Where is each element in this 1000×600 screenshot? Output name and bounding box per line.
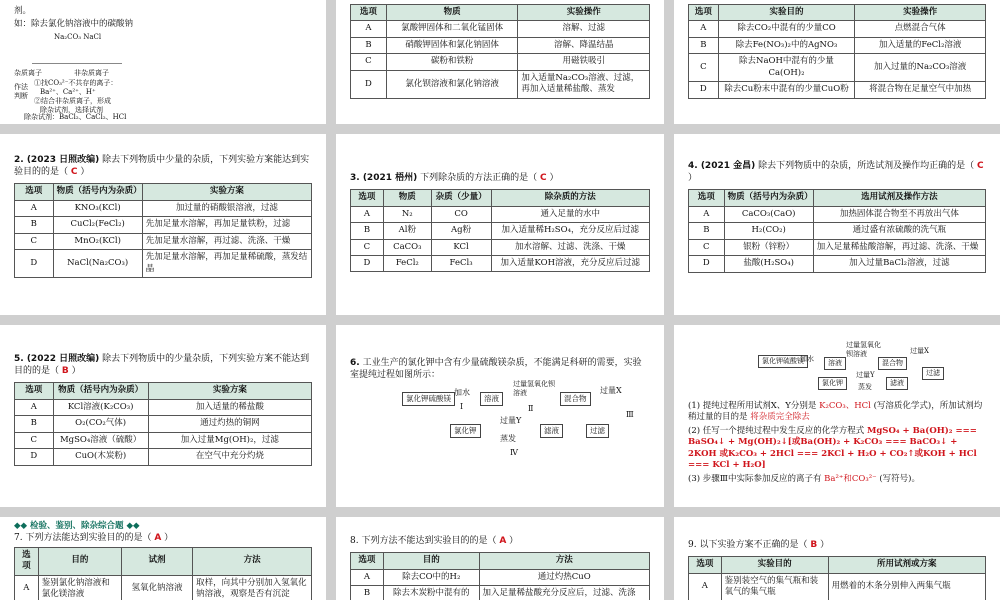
table-row [351,569,650,585]
cell: KNO₃(KCl) [53,200,142,216]
cell: 除去CO₂中混有的少量CO [718,21,855,37]
table-row [351,21,650,37]
col-method: 方法 [479,553,649,569]
slide6-table [688,189,986,272]
question-source: 4. (2021 金昌) [688,161,756,171]
question-text: 除去下列物质中少量的杂质，下列实验方案能达到实验目的的是 [14,155,310,178]
flow-box-product: 氯化钾 [818,377,847,390]
cell: 除去木炭粉中混有的 [383,586,479,600]
question-text: 除去下列物质中的杂质，所选试剂及操作均正确的是 [758,161,966,171]
flow-box-product: 氯化钾 [450,424,481,438]
slide5-table [350,189,650,272]
flow-box-filter: 过滤 [922,367,944,380]
question-2: 2. (2023 日照改编) 除去下列物质中少量的杂质，下列实验方案能达到实验目的的是（ C ） [14,155,310,178]
slide-2[interactable] [336,0,664,124]
table-row [15,432,312,448]
flow-arrow-y: 过量Y [500,416,522,426]
cell: 除去NaOH中混有的少量Ca(OH)₂ [718,54,855,82]
flow-arrow-baoh2: 过量氢氧化钡溶液 [513,380,555,398]
cell: 通过灼热的铜网 [148,416,311,432]
cell: 先加足量水溶解，再加足量稀硫酸，蒸发结晶 [142,250,311,278]
table-row [15,449,312,465]
table-row [15,217,312,233]
cell: 加入足量稀盐酸溶解，再过滤、洗涤、干燥 [813,239,985,255]
table-row [351,256,650,272]
cell: A [15,200,54,216]
sub-question-1-text: (1) 提纯过程所用试剂X、Y分别是 [688,401,817,411]
sub-question-3-answer: Ba²⁺和CO₃²⁻ [824,473,877,484]
cell: A [689,21,719,37]
flow-box-filtrate: 滤液 [886,377,908,390]
slide-12[interactable] [674,517,1000,600]
table-row [689,223,986,239]
cell: 加入适量的稀盐酸 [148,399,311,415]
table-row [689,256,986,272]
col-substance: 物质（括号内为杂质） [724,190,813,206]
sub-question-1 [688,401,986,424]
cell: 除去CO中的H₂ [383,569,479,585]
flow-arrow-water: 加水 [800,355,814,363]
question-9: 9. 以下实验方案不正确的是（ B ） [688,540,830,550]
cell: 盐酸(H₂SO₄) [724,256,813,272]
col-purpose: 目的 [38,547,121,575]
cell: NaCl(Na₂CO₃) [53,250,142,278]
question-8: 8. 下列方法不能达到实验目的的是（ A ） [350,536,519,546]
col-substance: 物质 [386,5,518,21]
cell: CuO(木炭粉) [53,449,148,465]
cell: B [351,223,384,239]
cell: 将混合物在足量空气中加热 [855,82,986,98]
cell: A [689,573,722,600]
question-text: 7. 下列方法能达到实验目的的是 [14,533,143,544]
table-row [689,239,986,255]
flow-arrow-y: 过量Y [856,371,875,379]
flow-arrow-x: 过量X [910,347,929,355]
cell: 加入足量稀盐酸充分反应后，过滤、洗涤 [479,586,649,600]
col-purpose: 目的 [383,553,479,569]
section-tag: ◆◆ 检验、鉴别、除杂综合题 ◆◆ [14,521,140,531]
sub-question-3-tail: (写符号)。 [879,473,920,484]
cell: Al粉 [383,223,431,239]
col-method: 除杂质的方法 [491,190,650,206]
col-option: 选项 [15,547,39,575]
table-row [689,573,986,600]
col-operation: 实验操作 [518,5,650,21]
cell: 通过灼热CuO [479,569,649,585]
ion-split-lines [32,45,122,64]
cell: MnO₂(KCl) [53,233,142,249]
method-side-label: 作法判断 [14,82,28,100]
cell: H₂(CO₂) [724,223,813,239]
table-row [689,37,986,53]
step-2-cont: 除杂试剂，选择试剂 [40,105,103,114]
cell: KCl溶液(K₂CO₃) [53,399,148,415]
slide-4[interactable] [0,134,326,315]
cell: 通入足量的水中 [491,206,650,222]
flow-box-start: 氯化钾硫酸镁 [402,392,455,406]
col-substance: 物质（括号内为杂质） [53,383,148,399]
flow-arrow-water: 加水 [454,388,470,398]
table-row [15,200,312,216]
question-6 [350,357,650,381]
slide1-text-1: 剂。 [14,6,32,16]
cell: MgSO₄溶液（硫酸） [53,432,148,448]
cell: 加入过量的Na₂CO₃溶液 [855,54,986,82]
answer: A [499,536,507,546]
cell: 硝酸钾固体和氯化钠固体 [386,37,518,53]
sub-question-2-answer: MgSO₄ + Ba(OH)₂ === BaSO₄↓ + Mg(OH)₂↓[或Ba(OH)₂ + K₂CO₃ === BaCO₃↓ + 2KOH 或K₂CO₃ + 2HCl === 2KCl + H₂O + CO₂↑或KOH + HCl === KCl + H₂O] [688,425,977,471]
cell: 氯酸钾固体和二氧化锰固体 [386,21,518,37]
question-7: 7. 下列方法能达到实验目的的是（ A ） [14,533,174,544]
slide-1[interactable] [0,0,326,124]
cell: B [351,586,384,600]
sub-question-3-text: (3) 步骤Ⅲ中实际参加反应的离子有 [688,473,822,484]
table-row [689,206,986,222]
cell: CuCl₂(FeCl₂) [53,217,142,233]
table-row [351,239,650,255]
cell: 加过量的硝酸银溶液，过滤 [142,200,311,216]
cell: A [689,206,725,222]
question-source: 2. (2023 日照改编) [14,155,100,165]
col-impurity: 杂质（少量） [431,190,491,206]
slide2-table [350,4,650,99]
cell: C [689,239,725,255]
slide4-table [14,183,312,278]
slide10-table [14,547,312,600]
table-row [689,82,986,98]
slide3-table [688,4,986,99]
table-row [351,586,650,600]
table-row [15,399,312,415]
slide-5[interactable] [336,134,664,315]
cell: FeCl₂ [383,256,431,272]
question-text: 工业生产的氯化钾中含有少量硫酸镁杂质，不能满足科研的需要，实验室提纯过程如图所示： [350,358,642,381]
cell: D [351,70,387,98]
table-row [351,206,650,222]
impurity-ion-label: 杂质离子 [14,68,42,77]
slide11-table [350,552,650,600]
col-plan: 所用试剂或方案 [828,557,985,573]
flow-arrow-x: 过量X [600,386,622,396]
cell: KCl [431,239,491,255]
slide-10[interactable] [0,517,326,600]
cell: A [351,206,384,222]
cell: 用磁铁吸引 [518,54,650,70]
cell: B [15,217,54,233]
col-option: 选项 [15,184,54,200]
table-row [15,575,312,600]
cell: 加入过量BaCl₂溶液，过滤 [813,256,985,272]
cell: N₂ [383,206,431,222]
cell: B [689,37,719,53]
cell: C [689,54,719,82]
cell: C [15,432,54,448]
non-impurity-ion-label: 非杂质离子 [74,68,109,77]
cell: 氢氧化钠溶液 [121,575,192,600]
table-row [351,54,650,70]
cell: 点燃混合气体 [855,21,986,37]
cell: A [15,399,54,415]
slide-7[interactable] [0,325,326,507]
question-source: 6. [350,358,360,368]
table-row [351,70,650,98]
flow-box-start: 氯化钾硫酸镁 [758,355,808,368]
question-source: 5. (2022 日照改编) [14,354,100,364]
cell: 加水溶解、过滤、洗涤、干燥 [491,239,650,255]
cell: 银粉（锌粉） [724,239,813,255]
answer: C [70,167,78,178]
col-method: 选用试剂及操作方法 [813,190,985,206]
sub-question-2-text: (2) 任写一个提纯过程中发生反应的化学方程式 [688,425,865,436]
flow-box-solution: 溶液 [824,357,846,370]
slide-11[interactable] [336,517,664,600]
cell: C [351,239,384,255]
col-substance: 物质（括号内为杂质） [53,184,142,200]
table-row [689,54,986,82]
table-row [689,21,986,37]
col-purpose: 实验目的 [718,5,855,21]
slide-6[interactable] [674,134,1000,315]
cell: D [689,82,719,98]
purification-flowchart [350,380,650,466]
flow-step-2: Ⅱ [528,404,534,414]
cell: 加入适量的FeCl₂溶液 [855,37,986,53]
flow-box-filtrate: 滤液 [540,424,563,438]
answer: B [61,366,69,377]
cell: 溶解、过滤 [518,21,650,37]
sub-question-2 [688,426,986,472]
question-text: 除去下列物质中的少量杂质，下列实验方案不能达到目的的是 [14,354,310,377]
cell: 加入适量稀H₂SO₄，充分反应后过滤 [491,223,650,239]
step-1-ions: Ba²⁺、Ca²⁺、H⁺ [40,87,96,96]
cell: 鉴别装空气的集气瓶和装氧气的集气瓶 [721,573,828,600]
col-method: 方法 [193,547,312,575]
question-3: 3. (2021 梧州) 下列除杂质的方法正确的是（ C ） [350,173,559,183]
question-text: 8. 下列方法不能达到实验目的的是 [350,536,488,546]
slide7-table [14,382,312,465]
cell: D [351,256,384,272]
sub-question-1-answer-2: 将杂质完全除去 [750,412,810,423]
flow-step-3: Ⅲ [626,410,634,420]
col-substance: 物质 [383,190,431,206]
flow-box-mixture: 混合物 [560,392,591,406]
cell: A [351,569,384,585]
answer: A [154,533,162,544]
cell: CO [431,206,491,222]
cell: A [15,575,39,600]
slide-3[interactable] [674,0,1000,124]
col-option: 选项 [689,557,722,573]
col-option: 选项 [15,383,54,399]
cell: D [15,449,54,465]
sub-question-1-tail: (写溶质化学式)，所加试剂均稍过量的目的是 [688,401,983,423]
cell: FeCl₃ [431,256,491,272]
col-option: 选项 [689,5,719,21]
sub-question-1-answer: K₂CO₃、HCl [819,401,871,411]
step-1: ①找CO₃²⁻不共存的离子： [34,78,118,87]
cell: O₂(CO₂气体) [53,416,148,432]
flow-arrow-baoh2: 过量氢氧化钡溶液 [846,341,881,358]
question-source: 3. (2021 梧州) [350,173,418,183]
cell: 取样，向其中分别加入氢氧化钠溶液，观察是否有沉淀 [193,575,312,600]
cell: C [351,54,387,70]
col-plan: 实验方案 [148,383,311,399]
cell: 氯化钡溶液和氯化钠溶液 [386,70,518,98]
cell: 加入适量Na₂CO₃溶液、过滤，再加入适量稀盐酸、蒸发 [518,70,650,98]
cell: 碳粉和铁粉 [386,54,518,70]
cell: 先加足量水溶解，再过滤、洗涤、干燥 [142,233,311,249]
cell: CaCO₃ [383,239,431,255]
cell: B [689,223,725,239]
col-reagent: 试剂 [121,547,192,575]
cell: B [15,416,54,432]
flow-arrow-evap: 蒸发 [500,434,516,444]
col-option: 选项 [351,5,387,21]
slide-9[interactable] [674,325,1000,507]
table-row [351,37,650,53]
slide-8[interactable] [336,325,664,507]
cell: 在空气中充分灼烧 [148,449,311,465]
answer: B [810,540,818,550]
cell: 溶解、降温结晶 [518,37,650,53]
table-row [15,416,312,432]
table-row [15,250,312,278]
col-option: 选项 [689,190,725,206]
flow-step-4: Ⅳ [510,448,518,458]
cell: 除去Fe(NO₃)₂中的AgNO₃ [718,37,855,53]
cell: 通过盛有浓硫酸的洗气瓶 [813,223,985,239]
sub-question-3 [688,474,986,485]
flow-box-mixture: 混合物 [878,357,907,370]
flow-box-solution: 溶液 [480,392,503,406]
col-option: 选项 [351,190,384,206]
cell: 加入过量Mg(OH)₂，过滤 [148,432,311,448]
flow-box-filter: 过滤 [586,424,609,438]
cell: 除去Cu粉末中混有的少量CuO粉 [718,82,855,98]
table-row [351,223,650,239]
col-purpose: 实验目的 [721,557,828,573]
answer: C [540,173,547,183]
question-text: 下列除杂质的方法正确的是 [420,173,529,183]
cell: D [15,250,54,278]
step-2: ②结合非杂质离子，形成 [34,96,111,105]
question-5: 5. (2022 日照改编) 除去下列物质中的少量杂质，下列实验方案不能达到目的的是（ B ） [14,354,310,377]
cell: 用燃着的木条分别伸入两集气瓶 [828,573,985,600]
answer: C [977,161,984,171]
purification-flowchart-small [688,333,986,397]
cell: 先加足量水溶解，再加足量铁粉，过滤 [142,217,311,233]
col-operation: 实验操作 [855,5,986,21]
flow-step-1: Ⅰ [460,402,464,412]
ion-diagram [14,33,312,113]
cell: C [15,233,54,249]
cell: 加入适量KOH溶液，充分反应后过滤 [491,256,650,272]
table-row [15,233,312,249]
question-text: 9. 以下实验方案不正确的是 [688,540,799,550]
cell: CaCO₃(CaO) [724,206,813,222]
cell: 鉴别氯化钠溶液和氯化镁溶液 [38,575,121,600]
col-plan: 实验方案 [142,184,311,200]
col-option: 选项 [351,553,384,569]
question-4: 4. (2021 金昌) 除去下列物质中的杂质，所选试剂及操作均正确的是（ C ） [688,161,984,184]
ion-compounds: Na₂CO₃ NaCl [54,32,102,41]
slide12-table [688,556,986,600]
slide1-text-2: 如：除去氯化钠溶液中的碳酸钠 [14,19,134,30]
cell: B [351,37,387,53]
cell: A [351,21,387,37]
flow-arrow-evap: 蒸发 [858,383,872,391]
cell: 加热固体混合物至不再放出气体 [813,206,985,222]
cell: D [689,256,725,272]
reagent-list: 除杂试剂：BaCl₂、CaCl₂、HCl [24,112,127,121]
cell: Ag粉 [431,223,491,239]
